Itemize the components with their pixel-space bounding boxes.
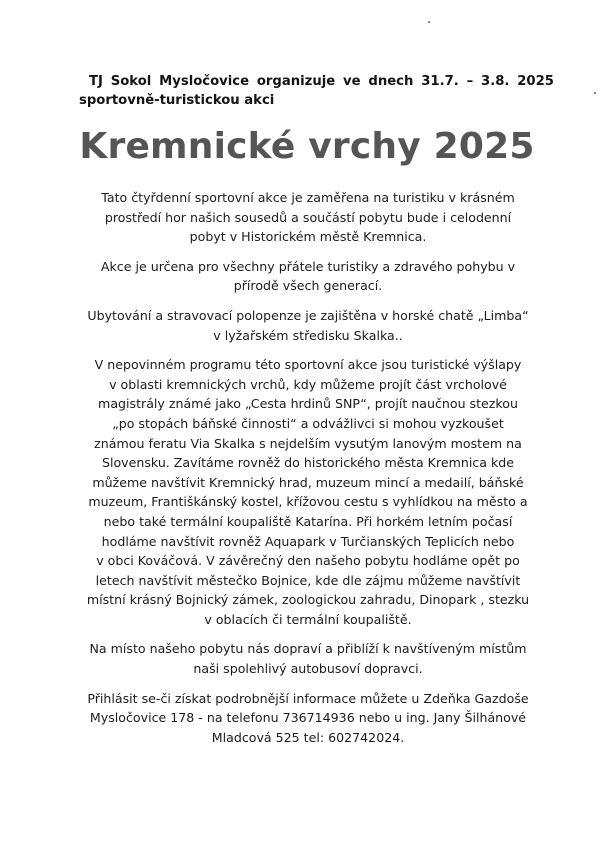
text-line: Ubytování a stravovací polopenze je zajištěna v horské chatě „Limba“ xyxy=(87,307,529,323)
intro-heading xyxy=(79,72,554,110)
text-line: Na místo našeho pobytu nás dopraví a přiblíží k navštíveným místům xyxy=(89,641,527,657)
text-line: místní krásný Bojnický zámek, zoologickou zahradu, Dinopark , stezku xyxy=(86,592,530,608)
paragraph-accommodation xyxy=(60,306,556,345)
intro-word: Sokol xyxy=(110,74,152,89)
paragraph-audience xyxy=(60,257,556,296)
text-line: Mysločovice 178 - na telefonu 736714936 nebo u ing. Jany Šilhánové xyxy=(89,710,527,726)
text-line: pobyt v Historickém městě Kremnica. xyxy=(189,229,427,245)
document-body xyxy=(60,188,556,757)
text-line: v oblacích či termální koupaliště. xyxy=(204,611,412,627)
page-title: Kremnické vrchy 2025 xyxy=(79,126,535,167)
text-line: Mladcová 525 tel: 602742024. xyxy=(211,729,405,745)
text-line: Přihlásit se-či získat podrobnější informace můžete u Zdeňka Gazdoše xyxy=(87,690,529,706)
intro-word: 2025 xyxy=(517,74,554,89)
intro-word: 31.7. xyxy=(421,74,459,89)
text-line: v obci Kováčová. V závěrečný den našeho pobytu hodláme opět po xyxy=(96,553,520,569)
text-line: prostředí hor našich sousedů a součástí pobytu bude i celodenní xyxy=(104,209,512,225)
intro-word: – xyxy=(466,74,474,89)
text-line: muzeum, Františkánský kostel, křížovou cestu s vyhlídkou na město a xyxy=(88,494,528,510)
text-line: „po stopách báňské činnosti“ a odvážlivci si mohou vyzkoušet xyxy=(112,415,504,431)
paragraph-intro xyxy=(60,188,556,247)
text-line: V nepovinném programu této sportovní akce jsou turistické výšlapy xyxy=(94,357,522,373)
scan-speck xyxy=(428,21,430,23)
text-line: naši spolehlivý autobusoví dopravci. xyxy=(193,661,423,677)
paragraph-program xyxy=(60,355,556,629)
intro-word: Mysločovice xyxy=(159,74,250,89)
text-line: známou feratu Via Skalka s nejdelším vysutým lanovým mostem na xyxy=(94,435,522,451)
text-line: hodláme navštívit rovněž Aquapark v Turčianských Teplicích nebo xyxy=(101,533,515,549)
intro-line-1 xyxy=(79,72,554,91)
intro-line-2: sportovně-turistickou akci xyxy=(79,93,275,108)
text-line: magistrály známé jako „Cesta hrdinů SNP“, projít naučnou stezkou xyxy=(98,396,518,412)
text-line: Akce je určena pro všechny přátele turistiky a zdravého pohybu v xyxy=(100,258,516,274)
text-line: letech navštívit městečko Bojnice, kde dle zájmu můžeme navštívit xyxy=(95,572,521,588)
scan-speck xyxy=(594,92,596,94)
intro-word: organizuje xyxy=(256,74,336,89)
intro-word: dnech xyxy=(368,74,414,89)
text-line: Slovensku. Zavítáme rovněž do historického města Kremnica kde xyxy=(101,455,515,471)
paragraph-contact xyxy=(60,689,556,748)
text-line: v lyžařském středisku Skalka.. xyxy=(213,327,403,343)
text-line: Tato čtyřdenní sportovní akce je zaměřena na turistiku v krásném xyxy=(101,190,515,205)
paragraph-transport xyxy=(60,639,556,678)
text-line: přírodě všech generací. xyxy=(233,278,383,294)
text-line: v oblasti kremnických vrchů, kdy můžeme projít část vrcholové xyxy=(109,376,507,392)
intro-word: TJ xyxy=(89,74,103,89)
intro-word: 3.8. xyxy=(481,74,510,89)
text-line: můžeme navštívit Kremnický hrad, muzeum mincí a medailí, báňské xyxy=(92,474,524,490)
intro-word: ve xyxy=(343,74,361,89)
text-line: nebo také termální koupaliště Katarína. Při horkém letním počasí xyxy=(103,513,513,529)
